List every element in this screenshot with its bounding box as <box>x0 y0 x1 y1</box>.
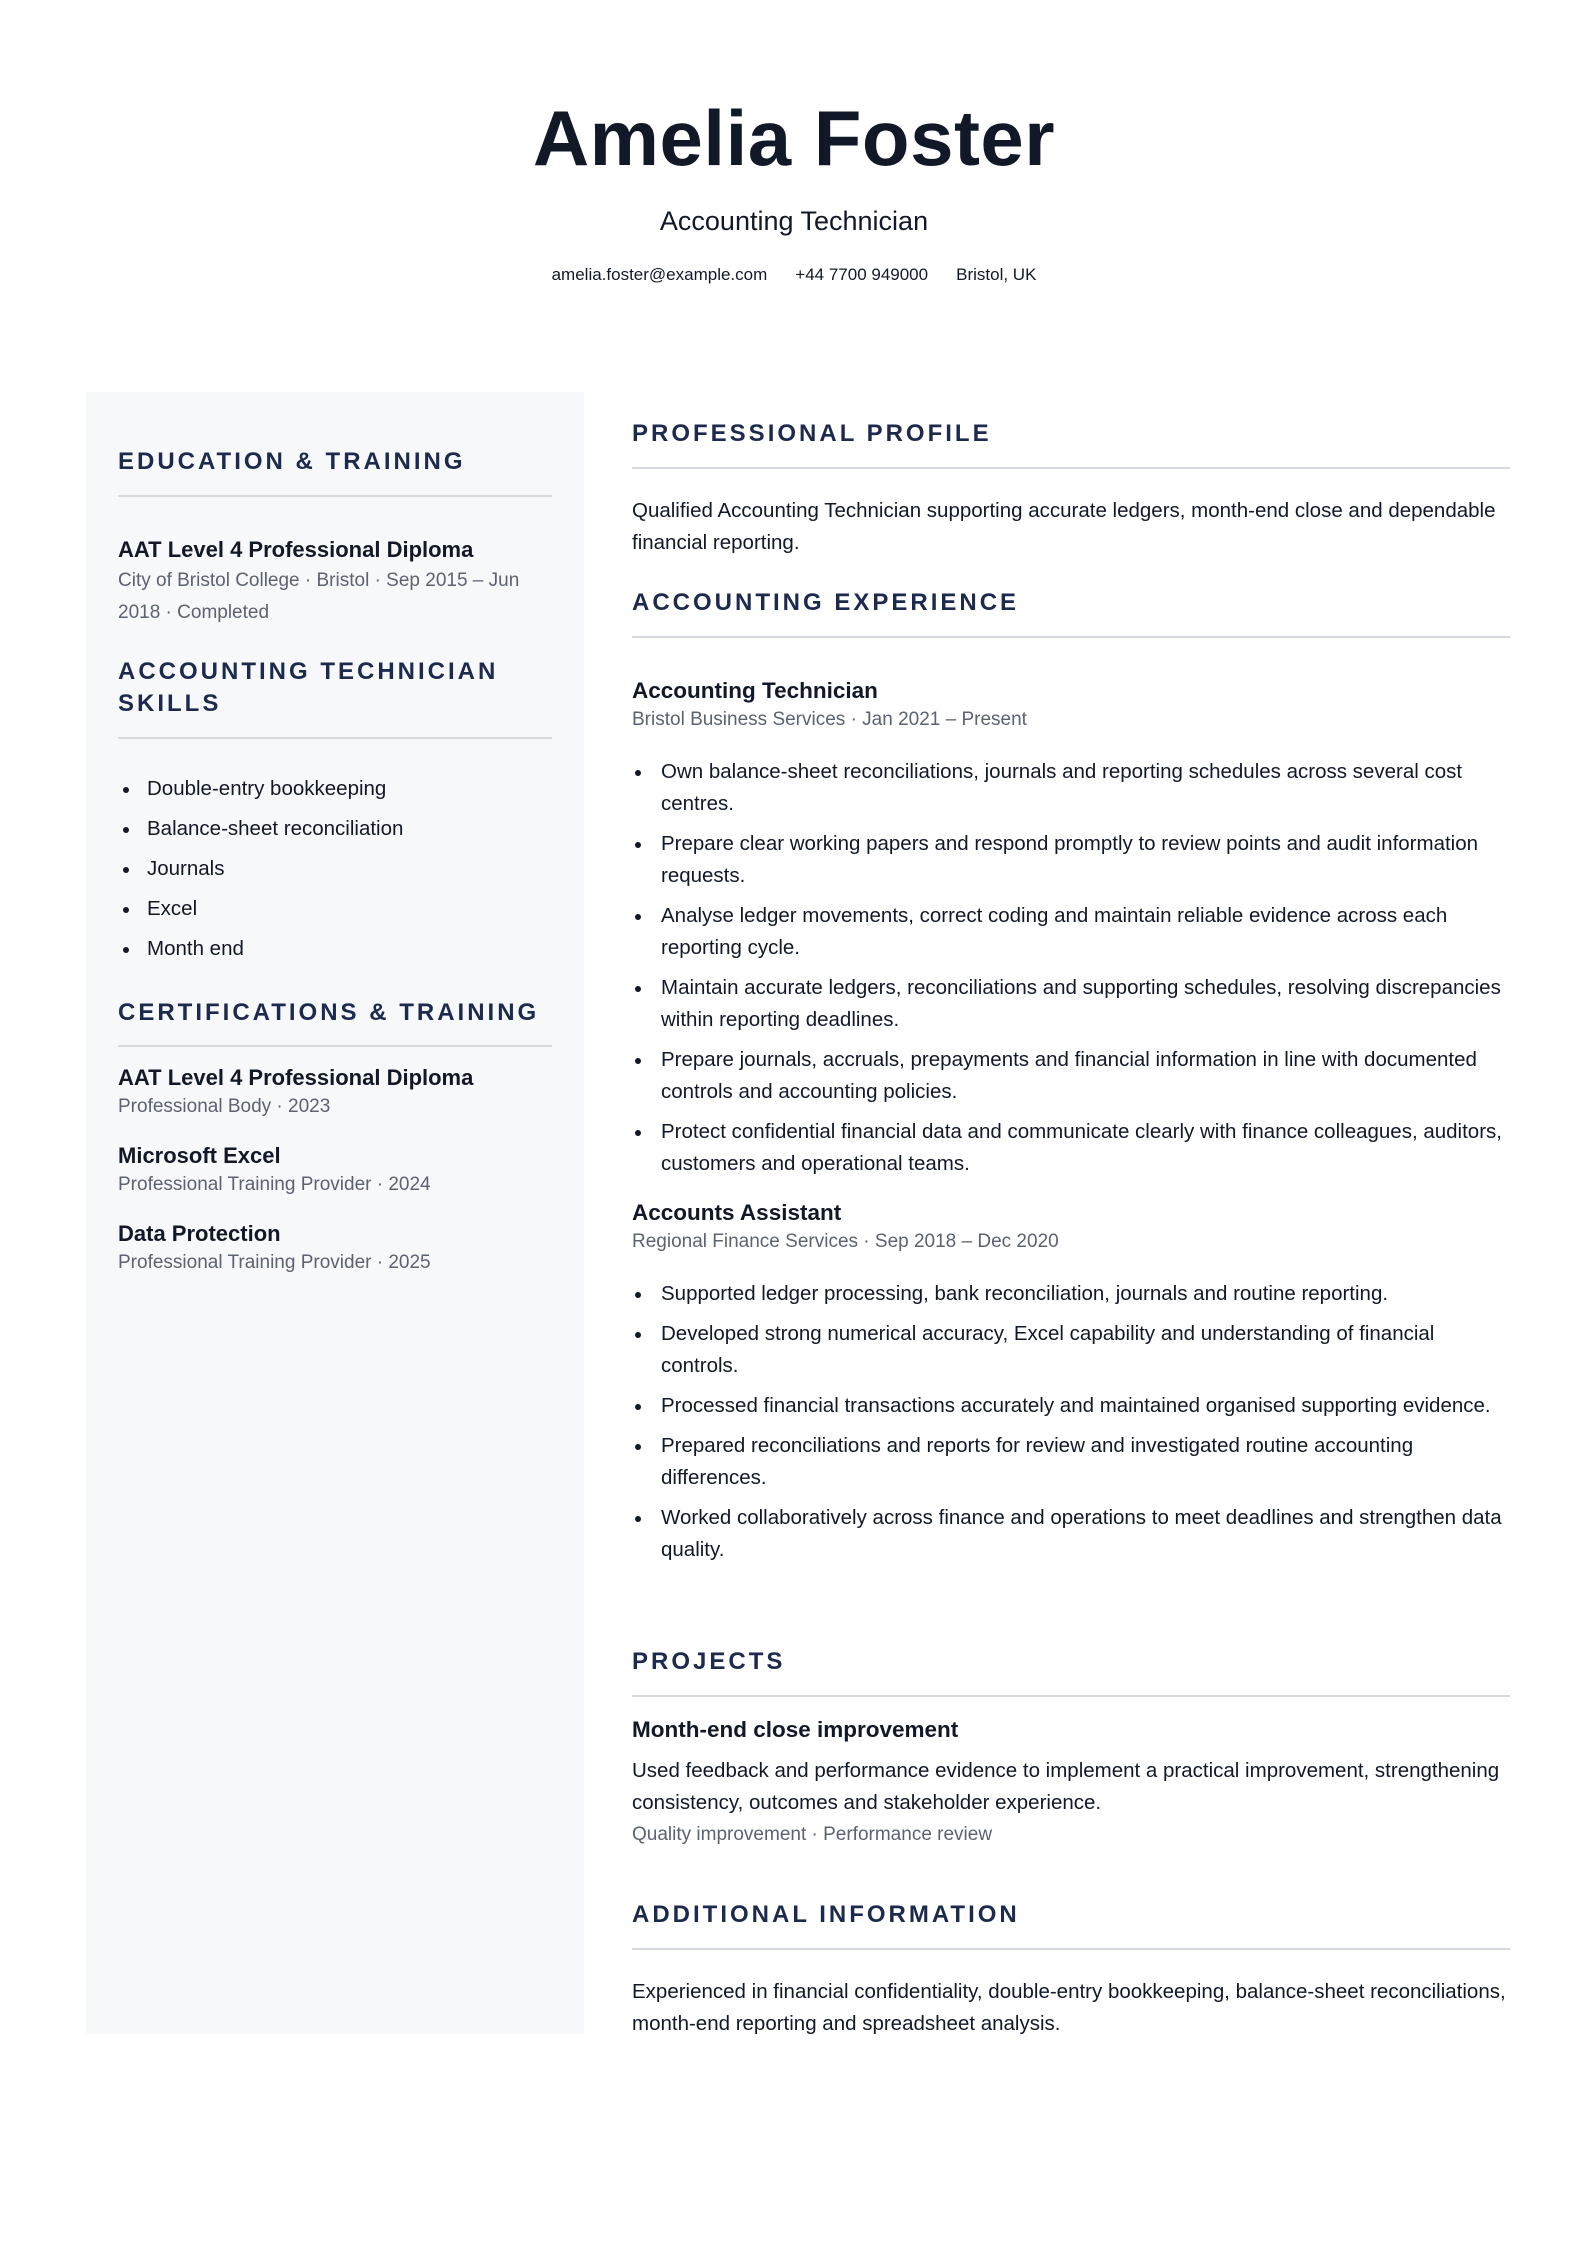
contact-phone: +44 7700 949000 <box>795 265 929 284</box>
list-item: Prepare journals, accruals, prepayments and financial information in line with documented controls and accounting policies. <box>632 1044 1510 1108</box>
job-details: Regional Finance Services · Sep 2018 – Dec 2020 <box>632 1231 1059 1252</box>
list-item: Month end <box>118 929 552 969</box>
skills-section <box>118 656 552 969</box>
contact-email: amelia.foster@example.com <box>551 265 768 284</box>
candidate-title: Accounting Technician <box>659 206 929 236</box>
project-item <box>632 1715 1510 1851</box>
list-item: Processed financial transactions accurately and maintained organised supporting evidence. <box>632 1390 1510 1422</box>
education-item-title: AAT Level 4 Professional Diploma <box>118 537 474 562</box>
candidate-name: Amelia Foster <box>532 94 1056 182</box>
list-item: Prepared reconciliations and reports for review and investigated routine accounting differences. <box>632 1430 1510 1494</box>
certifications-section <box>118 997 552 1277</box>
job-entry <box>632 1198 1510 1566</box>
certification-details: Professional Training Provider · 2025 <box>118 1252 431 1273</box>
list-item: Balance-sheet reconciliation <box>118 809 552 849</box>
list-item: Supported ledger processing, bank reconciliation, journals and routine reporting. <box>632 1278 1510 1310</box>
project-tags: Quality improvement · Performance review <box>632 1824 993 1845</box>
additional-divider <box>632 1948 1510 1950</box>
list-item: Developed strong numerical accuracy, Excel capability and understanding of financial controls. <box>632 1318 1510 1382</box>
list-item: Protect confidential financial data and communicate clearly with finance colleagues, auditors, customers and operational teams. <box>632 1116 1510 1180</box>
project-title: Month-end close improvement <box>632 1717 959 1742</box>
profile-divider <box>632 467 1510 469</box>
contact-line <box>0 264 1588 286</box>
certification-details: Professional Training Provider · 2024 <box>118 1174 431 1195</box>
certification-item <box>118 1219 552 1277</box>
certifications-heading: CERTIFICATIONS & TRAINING <box>118 999 540 1026</box>
education-item-details: City of Bristol College · Bristol · Sep 2015 – Jun 2018 · Completed <box>118 570 520 623</box>
skills-list <box>118 769 552 969</box>
project-description: Used feedback and performance evidence to implement a practical improvement, strengthening consistency, outcomes and stakeholder experience. <box>632 1759 1500 1814</box>
list-item: Journals <box>118 849 552 889</box>
certification-details: Professional Body · 2023 <box>118 1096 331 1117</box>
certification-title: Microsoft Excel <box>118 1143 281 1168</box>
experience-heading: ACCOUNTING EXPERIENCE <box>632 589 1020 616</box>
list-item: Excel <box>118 889 552 929</box>
certification-item <box>118 1141 552 1199</box>
projects-divider <box>632 1695 1510 1697</box>
certification-title: Data Protection <box>118 1221 281 1246</box>
skills-divider <box>118 737 552 739</box>
job-details: Bristol Business Services · Jan 2021 – Present <box>632 709 1027 730</box>
education-section <box>118 446 552 629</box>
education-item <box>118 535 552 629</box>
certification-item <box>118 1063 552 1121</box>
contact-location: Bristol, UK <box>956 265 1037 284</box>
job-bullets <box>632 756 1510 1180</box>
additional-section <box>632 1899 1510 2040</box>
additional-heading: ADDITIONAL INFORMATION <box>632 1901 1020 1928</box>
list-item: Maintain accurate ledgers, reconciliations and supporting schedules, resolving discrepancies within reporting deadlines. <box>632 972 1510 1036</box>
list-item: Own balance-sheet reconciliations, journals and reporting schedules across several cost centres. <box>632 756 1510 820</box>
job-title: Accounting Technician <box>632 678 878 703</box>
list-item: Analyse ledger movements, correct coding and maintain reliable evidence across each reporting cycle. <box>632 900 1510 964</box>
experience-divider <box>632 636 1510 638</box>
profile-section <box>632 418 1510 559</box>
certifications-divider <box>118 1045 552 1047</box>
education-divider <box>118 495 552 497</box>
list-item: Double-entry bookkeeping <box>118 769 552 809</box>
sidebar <box>86 392 584 2034</box>
education-heading: EDUCATION & TRAINING <box>118 448 466 475</box>
resume-header <box>0 90 1588 286</box>
projects-section <box>632 1646 1510 1851</box>
job-bullets <box>632 1278 1510 1566</box>
profile-heading: PROFESSIONAL PROFILE <box>632 420 992 447</box>
job-title: Accounts Assistant <box>632 1200 842 1225</box>
certification-title: AAT Level 4 Professional Diploma <box>118 1065 474 1090</box>
profile-text: Qualified Accounting Technician supporting accurate ledgers, month-end close and dependable financial reporting. <box>632 499 1496 554</box>
projects-heading: PROJECTS <box>632 1648 786 1675</box>
list-item: Prepare clear working papers and respond promptly to review points and audit information requests. <box>632 828 1510 892</box>
experience-section <box>632 587 1510 1574</box>
additional-text: Experienced in financial confidentiality, double-entry bookkeeping, balance-sheet reconciliations, month-end reporting and spreadsheet analysis. <box>632 1980 1506 2035</box>
job-entry <box>632 676 1510 1180</box>
skills-heading: ACCOUNTING TECHNICIAN SKILLS <box>118 658 499 717</box>
list-item: Worked collaboratively across finance and operations to meet deadlines and strengthen data quality. <box>632 1502 1510 1566</box>
